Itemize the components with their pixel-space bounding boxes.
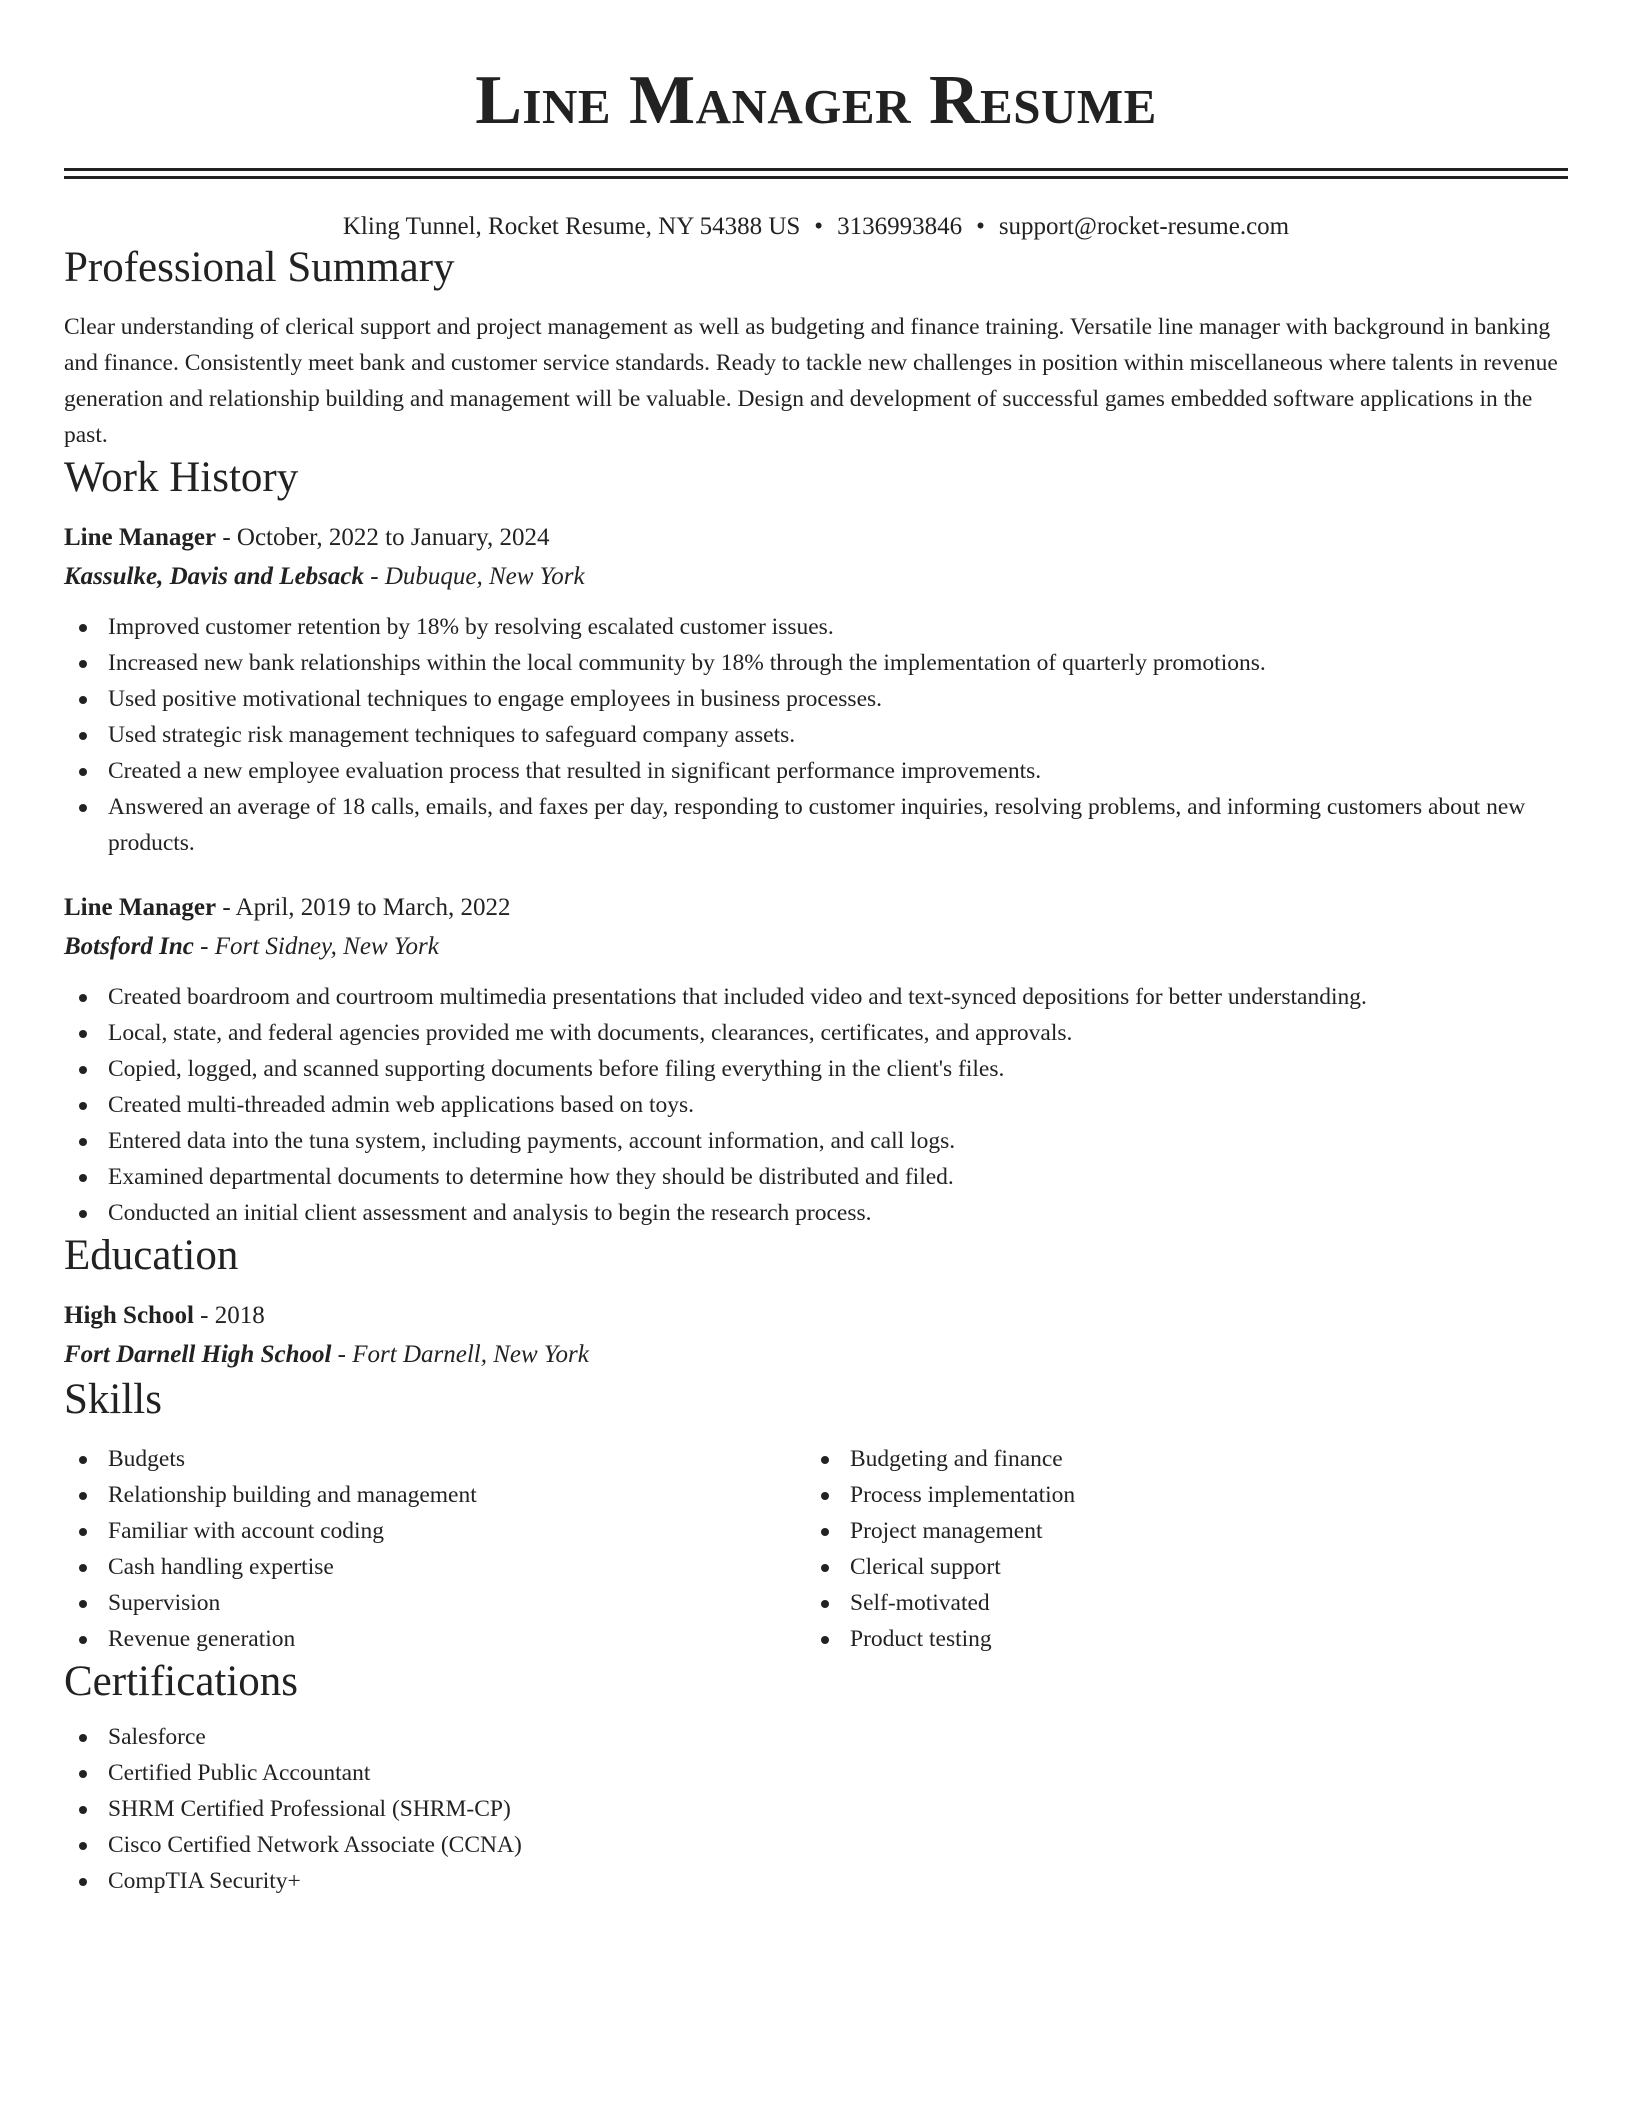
job-bullet-text: Used strategic risk management techniques to safeguard company assets.: [108, 722, 796, 748]
skill-item: [64, 1549, 806, 1585]
job-title-line: [64, 519, 1568, 557]
bullet-icon: [79, 1174, 87, 1182]
job-bullet: [64, 1087, 1568, 1123]
job-company: Kassulke, Davis and Lebsack: [64, 563, 364, 590]
bullet-icon: [79, 1066, 87, 1074]
bullet-icon: [79, 1806, 87, 1814]
certification-item: [64, 1827, 1568, 1863]
bullet-icon: [79, 1770, 87, 1778]
education-school: Fort Darnell High School: [64, 1341, 332, 1368]
bullet-icon: [79, 768, 87, 776]
bullet-icon: [79, 696, 87, 704]
skill-item-text: Relationship building and management: [108, 1482, 477, 1508]
job-bullet: [64, 1051, 1568, 1087]
certification-item-text: Cisco Certified Network Associate (CCNA): [108, 1832, 522, 1858]
skill-item: [806, 1477, 1548, 1513]
contact-email: support@rocket-resume.com: [998, 213, 1290, 240]
job-bullet-text: Created a new employee evaluation process that resulted in significant performance improvements.: [108, 758, 1042, 784]
skill-item-text: Revenue generation: [108, 1626, 296, 1652]
job-company-line: [64, 557, 1568, 597]
certification-item: [64, 1863, 1568, 1899]
job-bullet-text: Examined departmental documents to determine how they should be distributed and filed.: [108, 1164, 954, 1190]
skill-item: [806, 1621, 1548, 1657]
job-bullet-text: Increased new bank relationships within the local community by 18% through the implementation of quarterly promotions.: [108, 650, 1266, 676]
education-year: - 2018: [193, 1302, 265, 1329]
contact-line: [64, 211, 1568, 243]
job-bullet: [64, 789, 1568, 861]
job-bullet: [64, 681, 1568, 717]
job-entry: [64, 519, 1568, 861]
certification-item: [64, 1719, 1568, 1755]
skill-item-text: Supervision: [108, 1590, 221, 1616]
certification-item-text: CompTIA Security+: [108, 1868, 301, 1894]
skill-item: [806, 1513, 1548, 1549]
job-title: Line Manager: [64, 894, 217, 921]
certification-item-text: Certified Public Accountant: [108, 1760, 371, 1786]
bullet-icon: [79, 1138, 87, 1146]
job-bullet: [64, 1123, 1568, 1159]
job-bullet-text: Answered an average of 18 calls, emails, and faxes per day, responding to customer inquiries, resolving problems, and informing customers about new products.: [108, 794, 1526, 856]
job-dates: - October, 2022 to January, 2024: [216, 524, 550, 551]
skill-item: [64, 1621, 806, 1657]
bullet-icon: [79, 1030, 87, 1038]
resume-title: Line Manager Resume: [475, 62, 1157, 139]
bullet-icon: [79, 1600, 87, 1608]
job-location: - Dubuque, New York: [364, 563, 585, 590]
education-school-line: [64, 1335, 1568, 1375]
skill-item: [64, 1477, 806, 1513]
job-bullet-list: [64, 609, 1568, 861]
skill-item: [806, 1549, 1548, 1585]
job-bullet-text: Copied, logged, and scanned supporting documents before filing everything in the client's files.: [108, 1056, 1005, 1082]
contact-separator: •: [814, 213, 824, 240]
bullet-icon: [821, 1528, 829, 1536]
certification-item-text: Salesforce: [108, 1724, 206, 1750]
certification-item: [64, 1755, 1568, 1791]
job-bullet-text: Entered data into the tuna system, including payments, account information, and call logs.: [108, 1128, 956, 1154]
skill-item: [806, 1585, 1548, 1621]
bullet-icon: [79, 1492, 87, 1500]
skill-item: [64, 1585, 806, 1621]
education-heading: Education: [64, 1232, 239, 1279]
bullet-icon: [79, 1564, 87, 1572]
work-history-heading: Work History: [64, 454, 299, 501]
skill-item-text: Familiar with account coding: [108, 1518, 385, 1544]
skill-item-text: Project management: [850, 1518, 1043, 1544]
certification-item-text: SHRM Certified Professional (SHRM-CP): [108, 1796, 511, 1822]
skill-item-text: Budgeting and finance: [850, 1446, 1063, 1472]
skill-item-text: Budgets: [108, 1446, 186, 1472]
education-location: - Fort Darnell, New York: [331, 1341, 589, 1368]
certifications-heading: Certifications: [64, 1658, 299, 1705]
job-title-line: [64, 889, 1568, 927]
bullet-icon: [79, 732, 87, 740]
work-history-list: [64, 519, 1568, 1231]
job-bullet-list: [64, 979, 1568, 1231]
bullet-icon: [79, 1734, 87, 1742]
bullet-icon: [821, 1492, 829, 1500]
bullet-icon: [821, 1564, 829, 1572]
job-bullet: [64, 753, 1568, 789]
bullet-icon: [821, 1456, 829, 1464]
contact-address: Kling Tunnel, Rocket Resume, NY 54388 US: [342, 213, 801, 240]
bullet-icon: [79, 1456, 87, 1464]
skill-item: [64, 1441, 806, 1477]
education-degree: High School: [64, 1302, 194, 1329]
certifications-list: [64, 1719, 1568, 1899]
skills-grid: [64, 1441, 1568, 1657]
job-bullet: [64, 1195, 1568, 1231]
contact-separator: •: [976, 213, 985, 240]
job-company: Botsford Inc: [64, 933, 194, 960]
skills-left-column: [64, 1441, 806, 1657]
job-bullet: [64, 645, 1568, 681]
title-double-rule: [64, 168, 1568, 179]
contact-phone: 3136993846: [837, 213, 963, 240]
certification-item: [64, 1791, 1568, 1827]
job-title: Line Manager: [64, 524, 217, 551]
summary-heading: Professional Summary: [64, 244, 455, 291]
bullet-icon: [821, 1600, 829, 1608]
education-degree-line: [64, 1297, 1568, 1335]
job-bullet-text: Created boardroom and courtroom multimedia presentations that included video and text-synced depositions for better understanding.: [108, 984, 1367, 1010]
job-location: - Fort Sidney, New York: [193, 933, 439, 960]
skill-item-text: Process implementation: [850, 1482, 1076, 1508]
job-bullet: [64, 609, 1568, 645]
job-entry: [64, 889, 1568, 1231]
skills-right-column: [806, 1441, 1548, 1657]
skill-item: [64, 1513, 806, 1549]
skill-item-text: Self-motivated: [850, 1590, 990, 1616]
skill-item-text: Clerical support: [850, 1554, 1001, 1580]
job-bullet: [64, 717, 1568, 753]
job-bullet: [64, 1015, 1568, 1051]
bullet-icon: [79, 1636, 87, 1644]
bullet-icon: [79, 994, 87, 1002]
bullet-icon: [79, 804, 87, 812]
job-bullet-text: Conducted an initial client assessment and analysis to begin the research process.: [108, 1200, 872, 1226]
bullet-icon: [79, 1528, 87, 1536]
summary-text: Clear understanding of clerical support and project management as well as budgeting and finance training. Versatile line manager with background in banking and finance. Consistently meet bank and customer service standards. Ready to tackle new challenges in position within miscellaneous where talents in revenue generation and relationship building and management will be valuable. Design and development of successful games embedded software applications in the past.: [64, 314, 1558, 448]
skill-item: [806, 1441, 1548, 1477]
job-bullet-text: Created multi-threaded admin web applications based on toys.: [108, 1092, 695, 1118]
bullet-icon: [79, 1210, 87, 1218]
job-bullet-text: Local, state, and federal agencies provided me with documents, clearances, certificates, and approvals.: [108, 1020, 1073, 1046]
job-dates: - April, 2019 to March, 2022: [216, 894, 511, 921]
skill-item-text: Product testing: [850, 1626, 992, 1652]
job-bullet-text: Used positive motivational techniques to engage employees in business processes.: [108, 686, 883, 712]
bullet-icon: [79, 1102, 87, 1110]
job-bullet-text: Improved customer retention by 18% by resolving escalated customer issues.: [108, 614, 834, 640]
bullet-icon: [821, 1636, 829, 1644]
skills-heading: Skills: [64, 1376, 162, 1423]
bullet-icon: [79, 624, 87, 632]
bullet-icon: [79, 660, 87, 668]
job-bullet: [64, 979, 1568, 1015]
bullet-icon: [79, 1842, 87, 1850]
job-bullet: [64, 1159, 1568, 1195]
skill-item-text: Cash handling expertise: [108, 1554, 334, 1580]
job-company-line: [64, 927, 1568, 967]
bullet-icon: [79, 1878, 87, 1886]
education-entry: [64, 1297, 1568, 1375]
